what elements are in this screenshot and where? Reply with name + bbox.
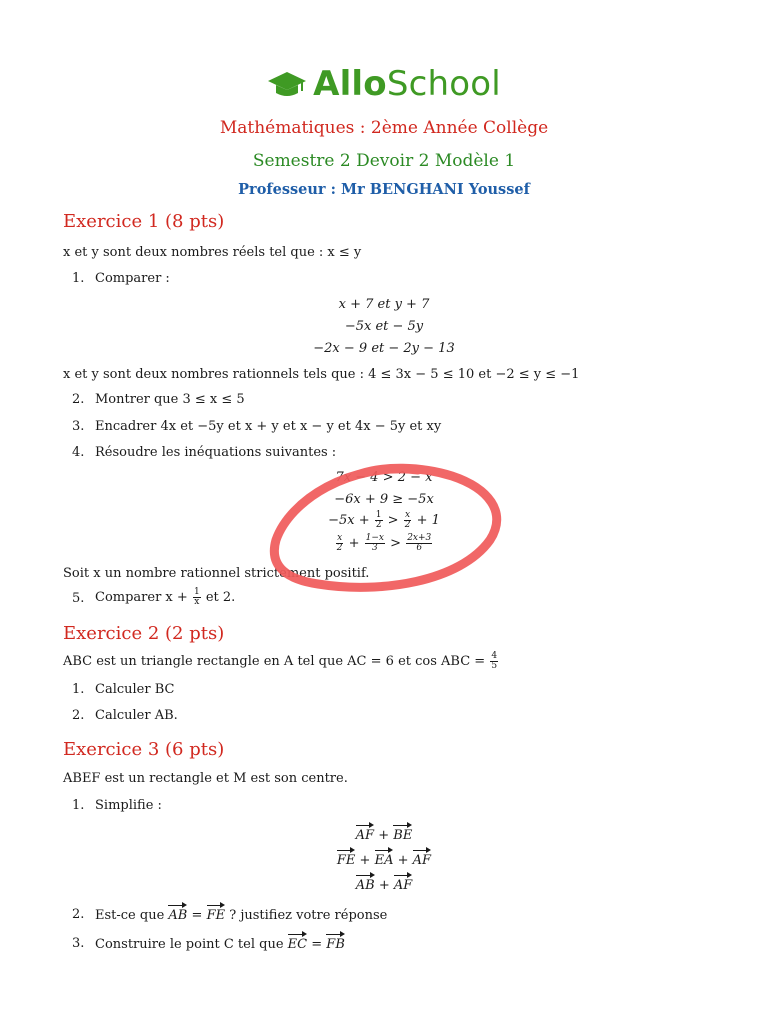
- item-number: 2.: [72, 708, 85, 723]
- item-number: 5.: [72, 591, 85, 606]
- item-number: 1.: [72, 682, 85, 697]
- vector-sum-1: AF + BE: [0, 824, 768, 843]
- exercise-3-intro: ABEF est un rectangle et M est son centre.: [63, 771, 348, 786]
- inequation-1: 7x − 4 > 2 − x: [335, 470, 433, 485]
- item-number: 1.: [72, 271, 85, 286]
- ex3-question-2: Est-ce que AB = FE ? justifiez votre réponse: [95, 904, 387, 923]
- item-number: 1.: [72, 798, 85, 813]
- ex1-compare-eq-3: −2x − 9 et − 2y − 13: [313, 341, 455, 356]
- ex1-question-3: Encadrer 4x et −5y et x + y et x − y et 4x − 5y et xy: [95, 419, 442, 434]
- alloschool-logo: [0, 64, 768, 112]
- professor-name: Professeur : Mr BENGHANI Youssef: [238, 181, 530, 198]
- ex1-context-5: Soit x un nombre rationnel strictement positif.: [63, 566, 370, 581]
- ex1-question-5: Comparer x + $\frac{1}{x}$ et 2.: [95, 587, 236, 607]
- item-number: 2.: [72, 907, 85, 922]
- exercise-2-title: Exercice 2 (2 pts): [63, 623, 225, 644]
- item-number: 3.: [72, 936, 85, 951]
- ex1-context-2: x et y sont deux nombres rationnels tels que : 4 ≤ 3x − 5 ≤ 10 et −2 ≤ y ≤ −1: [63, 367, 580, 382]
- ex1-compare-eq-2: −5x et − 5y: [344, 319, 424, 334]
- ex1-question-1: Comparer :: [95, 271, 170, 286]
- exercise-1-title: Exercice 1 (8 pts): [63, 211, 225, 232]
- inequation-2: −6x + 9 ≥ −5x: [334, 492, 434, 507]
- vector-sum-2: FE + EA + AF: [0, 849, 768, 868]
- ex2-question-2: Calculer AB.: [95, 708, 178, 723]
- inequation-3: −5x + $\frac{1}{2}$ > $\frac{x}{2}$ + 1: [328, 510, 440, 530]
- logo-text: AlloSchool: [313, 64, 501, 104]
- graduation-cap-icon: [267, 69, 307, 99]
- document-title: Mathématiques : 2ème Année Collège: [219, 118, 549, 138]
- item-number: 2.: [72, 392, 85, 407]
- ex2-question-1: Calculer BC: [95, 682, 175, 697]
- ex1-question-2: Montrer que 3 ≤ x ≤ 5: [95, 392, 245, 407]
- ex3-question-3: Construire le point C tel que EC = FB: [95, 933, 345, 952]
- document-subtitle: Semestre 2 Devoir 2 Modèle 1: [252, 151, 516, 171]
- ex3-question-1: Simplifie :: [95, 798, 162, 813]
- ex1-compare-eq-1: x + 7 et y + 7: [338, 297, 430, 312]
- inequation-4: $\frac{x}{2}$ + $\frac{1-x}{3}$ > $\frac{2x+3}{6}$: [336, 533, 432, 553]
- item-number: 3.: [72, 419, 85, 434]
- vector-sum-3: AB + AF: [0, 874, 768, 893]
- exercise-2-intro: ABC est un triangle rectangle en A tel que AC = 6 et cos ABC = $\frac{4}{5}$: [63, 651, 498, 671]
- item-number: 4.: [72, 445, 85, 460]
- exercise-3-title: Exercice 3 (6 pts): [63, 739, 225, 760]
- exercise-1-intro: x et y sont deux nombres réels tel que : x ≤ y: [63, 245, 362, 260]
- ex1-question-4: Résoudre les inéquations suivantes :: [95, 445, 337, 460]
